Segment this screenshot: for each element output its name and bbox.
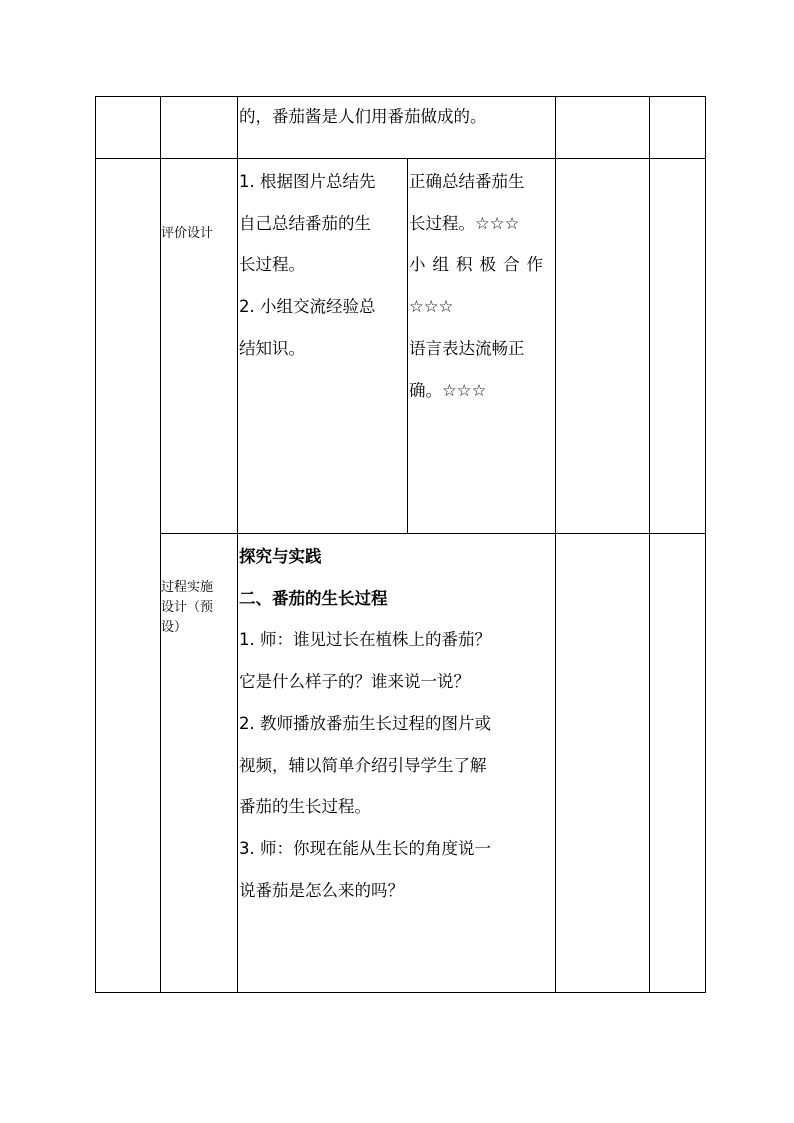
criteria-line: 确。☆☆☆	[409, 381, 487, 400]
row-divider-2	[160, 533, 706, 534]
criteria-line: 小组积极合作	[409, 255, 550, 274]
criteria-line: 语言表达流畅正	[409, 339, 525, 358]
criteria-line: 正确总结番茄生	[409, 172, 525, 191]
criteria-line: ☆☆☆	[409, 297, 454, 316]
row1-content-text: 的，番茄酱是人们用番茄做成的。	[239, 107, 487, 126]
column-divider-2	[237, 96, 238, 993]
section-heading: 探究与实践	[239, 547, 322, 566]
process-line: 3. 师：你现在能从生长的角度说一	[239, 839, 491, 858]
row-divider-1	[95, 158, 706, 159]
activity-line: 2. 小组交流经验总	[239, 297, 376, 316]
table-bottom-border	[95, 992, 706, 993]
table-left-border	[95, 96, 96, 993]
column-divider-inner	[407, 158, 408, 534]
activity-line: 结知识。	[239, 339, 305, 358]
process-line: 番茄的生长过程。	[239, 797, 371, 816]
process-line: 它是什么样子的？谁来说一说？	[239, 672, 470, 691]
process-label-line: 过程实施	[161, 580, 214, 595]
criteria-line: 长过程。☆☆☆	[409, 214, 520, 233]
process-line: 说番茄是怎么来的吗？	[239, 881, 404, 900]
process-line: 2. 教师播放番茄生长过程的图片或	[239, 714, 491, 733]
evaluation-design-label: 评价设计	[161, 226, 214, 241]
table-top-border	[95, 96, 706, 97]
column-divider-4	[649, 96, 650, 993]
activity-line: 1. 根据图片总结先	[239, 172, 376, 191]
activity-line: 自己总结番茄的生	[239, 214, 371, 233]
section-subheading: 二、番茄的生长过程	[239, 589, 388, 608]
process-line: 1. 师：谁见过长在植株上的番茄？	[239, 630, 491, 649]
activity-line: 长过程。	[239, 255, 305, 274]
column-divider-3	[555, 96, 556, 993]
process-label-line: 设计（预	[161, 600, 214, 615]
process-line: 视频，辅以简单介绍引导学生了解	[239, 756, 487, 775]
table-right-border	[705, 96, 706, 993]
process-label-line: 设）	[161, 620, 188, 635]
